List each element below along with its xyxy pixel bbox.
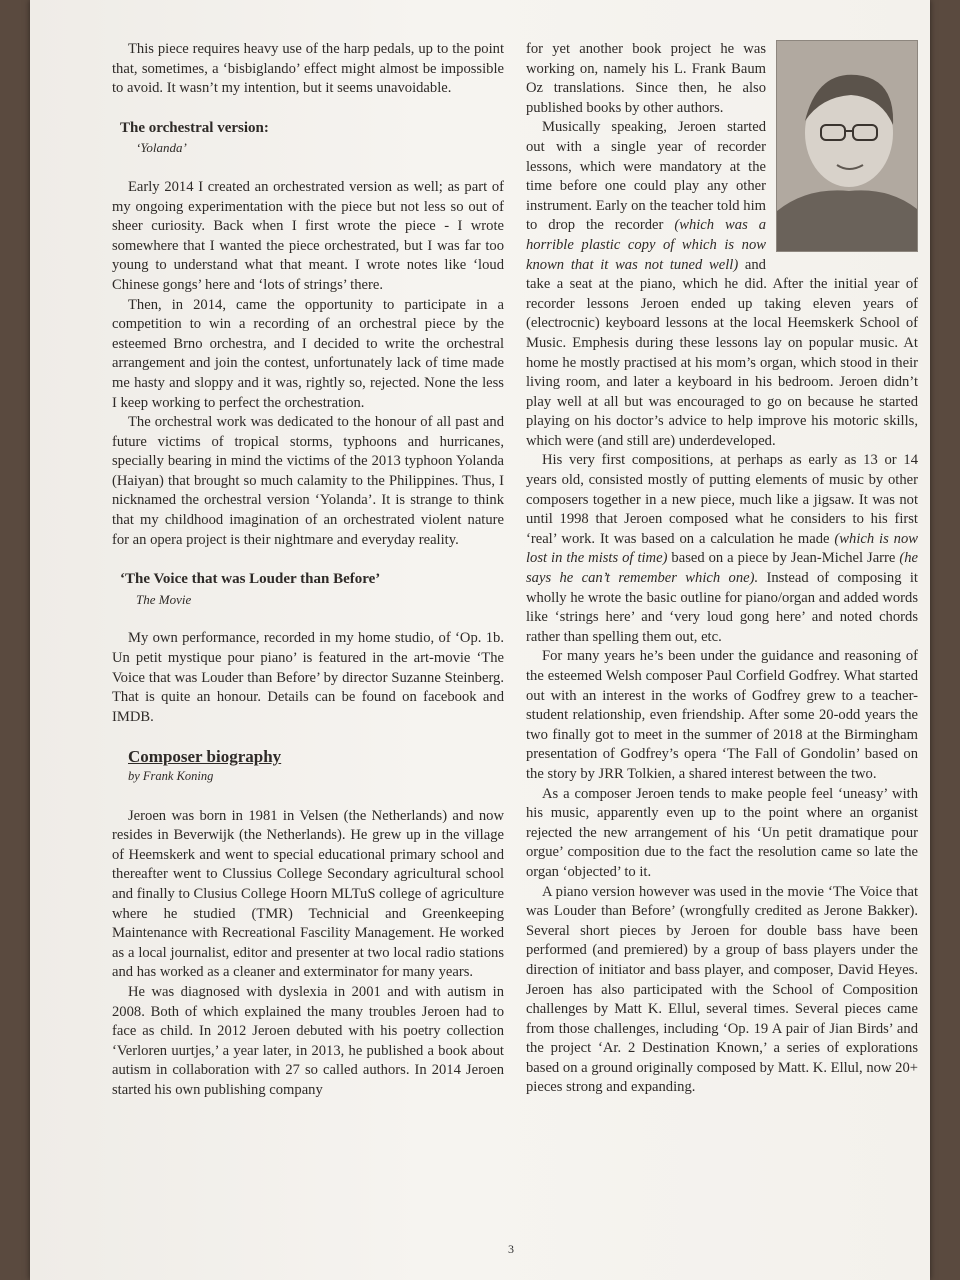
document-page bbox=[30, 0, 930, 1280]
portrait-illustration bbox=[777, 41, 917, 251]
voice-subheading: The Movie bbox=[136, 591, 192, 607]
comp-text-b: based on a piece by Jean-Michel Jarre bbox=[671, 550, 896, 567]
voice-paragraph: My own performance, recorded in my home studio, of ‘Op. 1b. Un petit mystique pour piano’ is featured in the art-movie ‘The Voice that was Louder than Before’ by director Suzanne Steinberg. That is quite an honour. Details can be found on facebook and IMDB. bbox=[112, 630, 504, 725]
continuation-paragraph: for yet another book project he was working on, namely his L. Frank Baum Oz translations. Since then, he also published books by other authors. bbox=[526, 41, 766, 116]
orchestral-paragraph-3: The orchestral work was dedicated to the honour of all past and future victims of tropical storms, typhoons and hurricanes, specially bearing in mind the victims of the 2013 typhoon Yolanda (Haiyan) that brought so much calamity to the Philippines. Thus, I nicknamed the orchestral version ‘Yolanda’. It is strange to think that my childhood imagination of an orchestrated violent nature for an opera project is their nightmare and everyday reality. bbox=[112, 414, 504, 548]
voice-heading: ‘The Voice that was Louder than Before’ bbox=[120, 571, 381, 588]
orchestral-paragraph-2: Then, in 2014, came the opportunity to participate in a competition to win a recording of an orchestral piece by the esteemed Brno orchestra, and I decided to write the orchestral arrangement and join the contest, unfortunately lack of time made me hasty and sloppy and it was, rightly so, rejected. None the less I keep working to perfect the orchestration. bbox=[112, 296, 504, 411]
music-text-a: Musically speaking, Jeroen started out with a single year of recorder lessons, which were mandatory at the time before one could play any other instrument. Early on the teacher told him to drop the recorder bbox=[526, 119, 766, 234]
comp-aside-1: (which is now lost in the mists of time) bbox=[526, 530, 918, 567]
music-text-b: and take a seat at the piano, which he did. After the initial year of recorder lessons Jeroen ended up taking eleven years of (electrocnic) keyboard lessons at the local Heemskerk School of Music. Emphesis during these lessons lay on popular music. At home he mostly practised at his mom’s organ, which stood in their living room, and later a keyboard in his bedroom. Jeroen didn’t play well at all but was encouraged to go on because he started playing on his doctor’s advice to help improve his motoric skills, which were (and still are) underdeveloped. bbox=[526, 256, 918, 449]
biography-heading: Composer biography bbox=[128, 747, 282, 767]
uneasy-paragraph: As a composer Jeroen tends to make people feel ‘uneasy’ with his music, apparently even up to the point where an organist rejected the new arrangement of his ‘Un petit dramatique pour orgue’ composition due to the fact the resolution came so late the organ ‘objected’ to it. bbox=[526, 785, 918, 880]
intro-paragraph: This piece requires heavy use of the harp pedals, up to the point that, sometimes, a ‘bisbiglando’ effect might almost be impossible to avoid. It wasn’t my intention, but it seems unavoidable. bbox=[112, 41, 504, 97]
left-column bbox=[112, 40, 504, 1101]
comp-text-a: His very first compositions, at perhaps as early as 13 or 14 years old, consisted mostly of putting elements of music by other composers together in a new piece, much like a jigsaw. It was not until 1998 that Jeroen composed what he considers to his first ‘real’ work. It was based on a calculation he made bbox=[526, 452, 918, 547]
orchestral-heading: The orchestral version: bbox=[120, 119, 269, 136]
biography-author: by Frank Koning bbox=[128, 769, 214, 783]
compositions-paragraph bbox=[526, 451, 918, 647]
biography-paragraph-1: Jeroen was born in 1981 in Velsen (the Netherlands) and now resides in Beverwijk (the Netherlands). He grew up in the village of Heemskerk and went to special educational primary school and thereafter went to Clussius College Secondary agricultural school and finally to Clusius College Hoorn MLTuS college of agriculture where he studied (TMR) Technicial and Greenkeeping Maintenance with Recreational Fascility Management. He worked as a local journalist, editor and presenter at two local radio stations and has worked as a cleaner and exterminator for many years. bbox=[112, 807, 504, 981]
music-aside: (which was a horrible plastic copy of which is now known that it was not tuned well) bbox=[526, 217, 766, 273]
page-number: 3 bbox=[508, 1242, 514, 1256]
orchestral-subheading: ‘Yolanda’ bbox=[136, 140, 187, 156]
right-column bbox=[526, 40, 918, 1098]
biography-paragraph-2: He was diagnosed with dyslexia in 2001 and with autism in 2008. Both of which explained the many troubles Jeroen had to face as child. In 2012 Jeroen debuted with his poetry collection ‘Verloren uurtjes,’ a year later, in 2013, he published a book about autism in collaboration with 27 so called authors. In 2014 Jeroen started his own publishing company bbox=[112, 983, 504, 1098]
comp-aside-2: (he says he can’t remember which one). bbox=[526, 550, 918, 587]
portrait-photo bbox=[776, 40, 918, 252]
piano-version-paragraph: A piano version however was used in the movie ‘The Voice that was Louder than Before’ (wrongfully credited as Jerone Bakker). Several short pieces by Jeroen for double bass have been performed (and premiered) by a group of bass players under the direction of initiator and bass player, and composer, David Heyes. Jeroen has also participated with the School of Composition challenges by Matt K. Ellul, several times. Several pieces came from those challenges, including ‘Op. 19 A pair of Jian Birds’ and the project ‘Ar. 2 Destination Known,’ a series of explorations based on a ground originally composed by Matt. K. Ellul, now 20+ pieces strong and expanding. bbox=[526, 883, 918, 1096]
godfrey-paragraph: For many years he’s been under the guidance and reasoning of the esteemed Welsh composer Paul Corfield Godfrey. What started out with an interest in the works of Godfrey grew to a teacher-student relationship, even friendship. After some 20-odd years the two finally got to meet in the summer of 2018 at the Birmingham presentation of Godfrey’s opera ‘The Fall of Gondolin’ based on the story by JRR Tolkien, a shared interest between the two. bbox=[526, 648, 918, 782]
orchestral-paragraph-1: Early 2014 I created an orchestrated version as well; as part of my ongoing experimentation with the piece but not less so out of sheer curiosity. Back when I first wrote the piece - I wrote somewhere that I wanted the piece orchestrated, but I was far too young to understand what that meant. I wrote notes like ‘loud Chinese gongs’ here and ‘lots of strings’ there. bbox=[112, 178, 504, 293]
comp-text-c: Instead of composing it wholly he wrote the basic outline for piano/organ and added words like ‘strings here’ and ‘very loud gong here’ and noted chords rather than spelling them out, etc. bbox=[526, 570, 918, 645]
